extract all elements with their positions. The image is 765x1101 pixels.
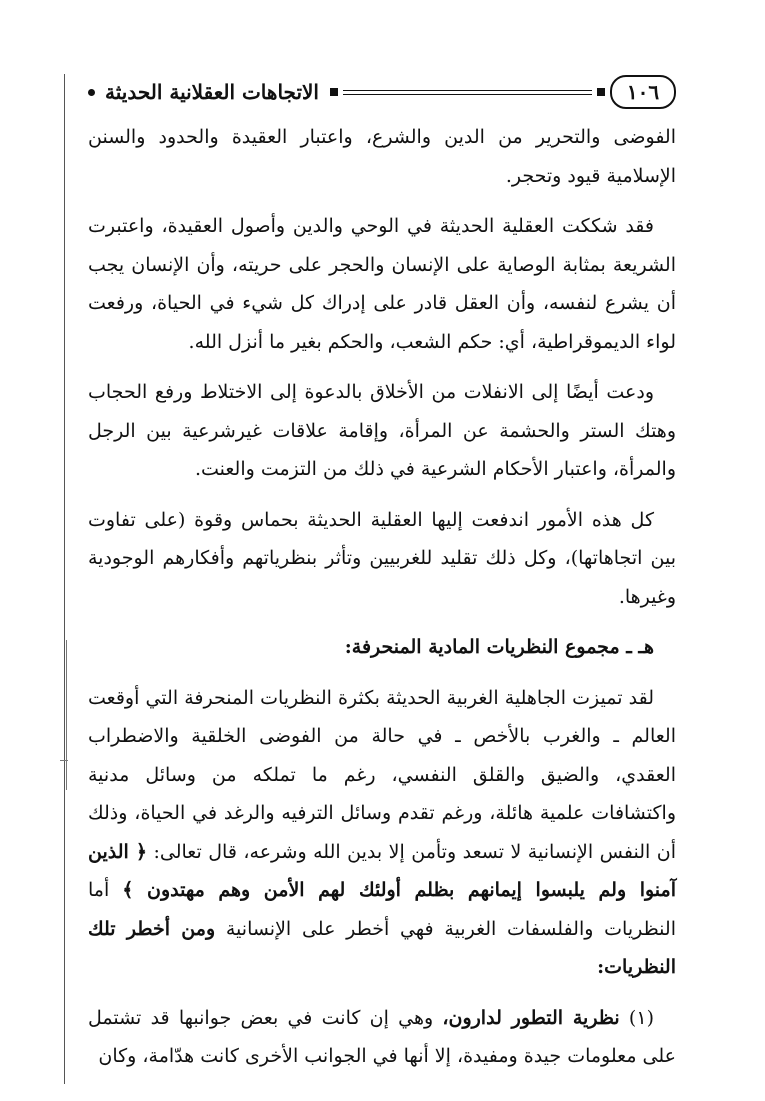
- margin-rule: [64, 74, 65, 1084]
- paragraph-text: وهي إن كانت في بعض جوانبها قد تشتمل على معلومات جيدة ومفيدة، إلا أنها في الجوانب الأخرى كانت هدّامة، وكان: [88, 1006, 676, 1067]
- page-number: ١٠٦: [610, 75, 676, 109]
- margin-rule-secondary: [66, 640, 67, 790]
- paragraph: كل هذه الأمور اندفعت إليها العقلية الحديثة بحماس وقوة (على تفاوت بين اتجاهاتها)، وكل ذلك تقليد للغربيين وتأثر بنظرياتهم وأفكارهم الوجودية وغيرها.: [88, 508, 676, 608]
- paragraph-text: لقد تميزت الجاهلية الغربية الحديثة بكثرة النظريات المنحرفة التي أوقعت العالم ـ والغرب بالأخص ـ في حالة من الفوضى الخلقية والاضطراب العقدي، والضيق والقلق النفسي، رغم ما تملكه من وسائل مدنية واكتشافات علمية هائلة، ورغم تقدم وسائل الترفيه والرغد في الحياة، وذلك أن النفس الإنسانية لا تسعد وتأمن إلا بدين الله وشرعه، قال تعالى:: [88, 686, 676, 863]
- running-title: الاتجاهات العقلانية الحديثة: [105, 80, 319, 104]
- paragraph: فقد شككت العقلية الحديثة في الوحي والدين وأصول العقيدة، واعتبرت الشريعة بمثابة الوصاية على الإنسان والحجر على حريته، وأن الإنسان يجب أن يشرع لنفسه، وأن العقل قادر على إدراك كل شيء في الحياة، ورفعت لواء الديموقراطية، أي: حكم الشعب، والحكم بغير ما أنزل الله.: [88, 215, 676, 353]
- quran-verse: ﴿ الذين آمنوا ولم يلبسوا إيمانهم بظلم أولئك لهم الأمن وهم مهتدون ﴾: [88, 840, 676, 901]
- paragraph: [88, 999, 676, 1076]
- header-square-ornament: [597, 88, 605, 96]
- paragraph: ودعت أيضًا إلى الانفلات من الأخلاق بالدعوة إلى الاختلاط ورفع الحجاب وهتك الستر والحشمة عن المرأة، وإقامة علاقات غيرشرعية بين الرجل والمرأة، واعتبار الأحكام الشرعية في ذلك من التزمت والعنت.: [88, 381, 676, 480]
- page-body: [88, 118, 676, 1088]
- running-header: [88, 72, 676, 112]
- theory-name: نظرية التطور لدارون،: [442, 1006, 620, 1029]
- paragraph: [88, 679, 676, 987]
- margin-tick: [60, 760, 68, 761]
- emphasis-text: ومن أخطر تلك النظريات:: [88, 917, 676, 978]
- paragraph-text: أما النظريات والفلسفات الغربية فهي أخطر على الإنسانية: [88, 879, 676, 940]
- list-number: (١): [628, 1006, 654, 1029]
- header-rule: [343, 90, 592, 95]
- header-dot-ornament: [88, 89, 95, 96]
- paragraph: الفوضى والتحرير من الدين والشرع، واعتبار العقيدة والحدود والسنن الإسلامية قيود وتحجر.: [88, 126, 676, 187]
- header-square-ornament: [330, 88, 338, 96]
- section-subheading: هـ ـ مجموع النظريات المادية المنحرفة:: [344, 636, 654, 658]
